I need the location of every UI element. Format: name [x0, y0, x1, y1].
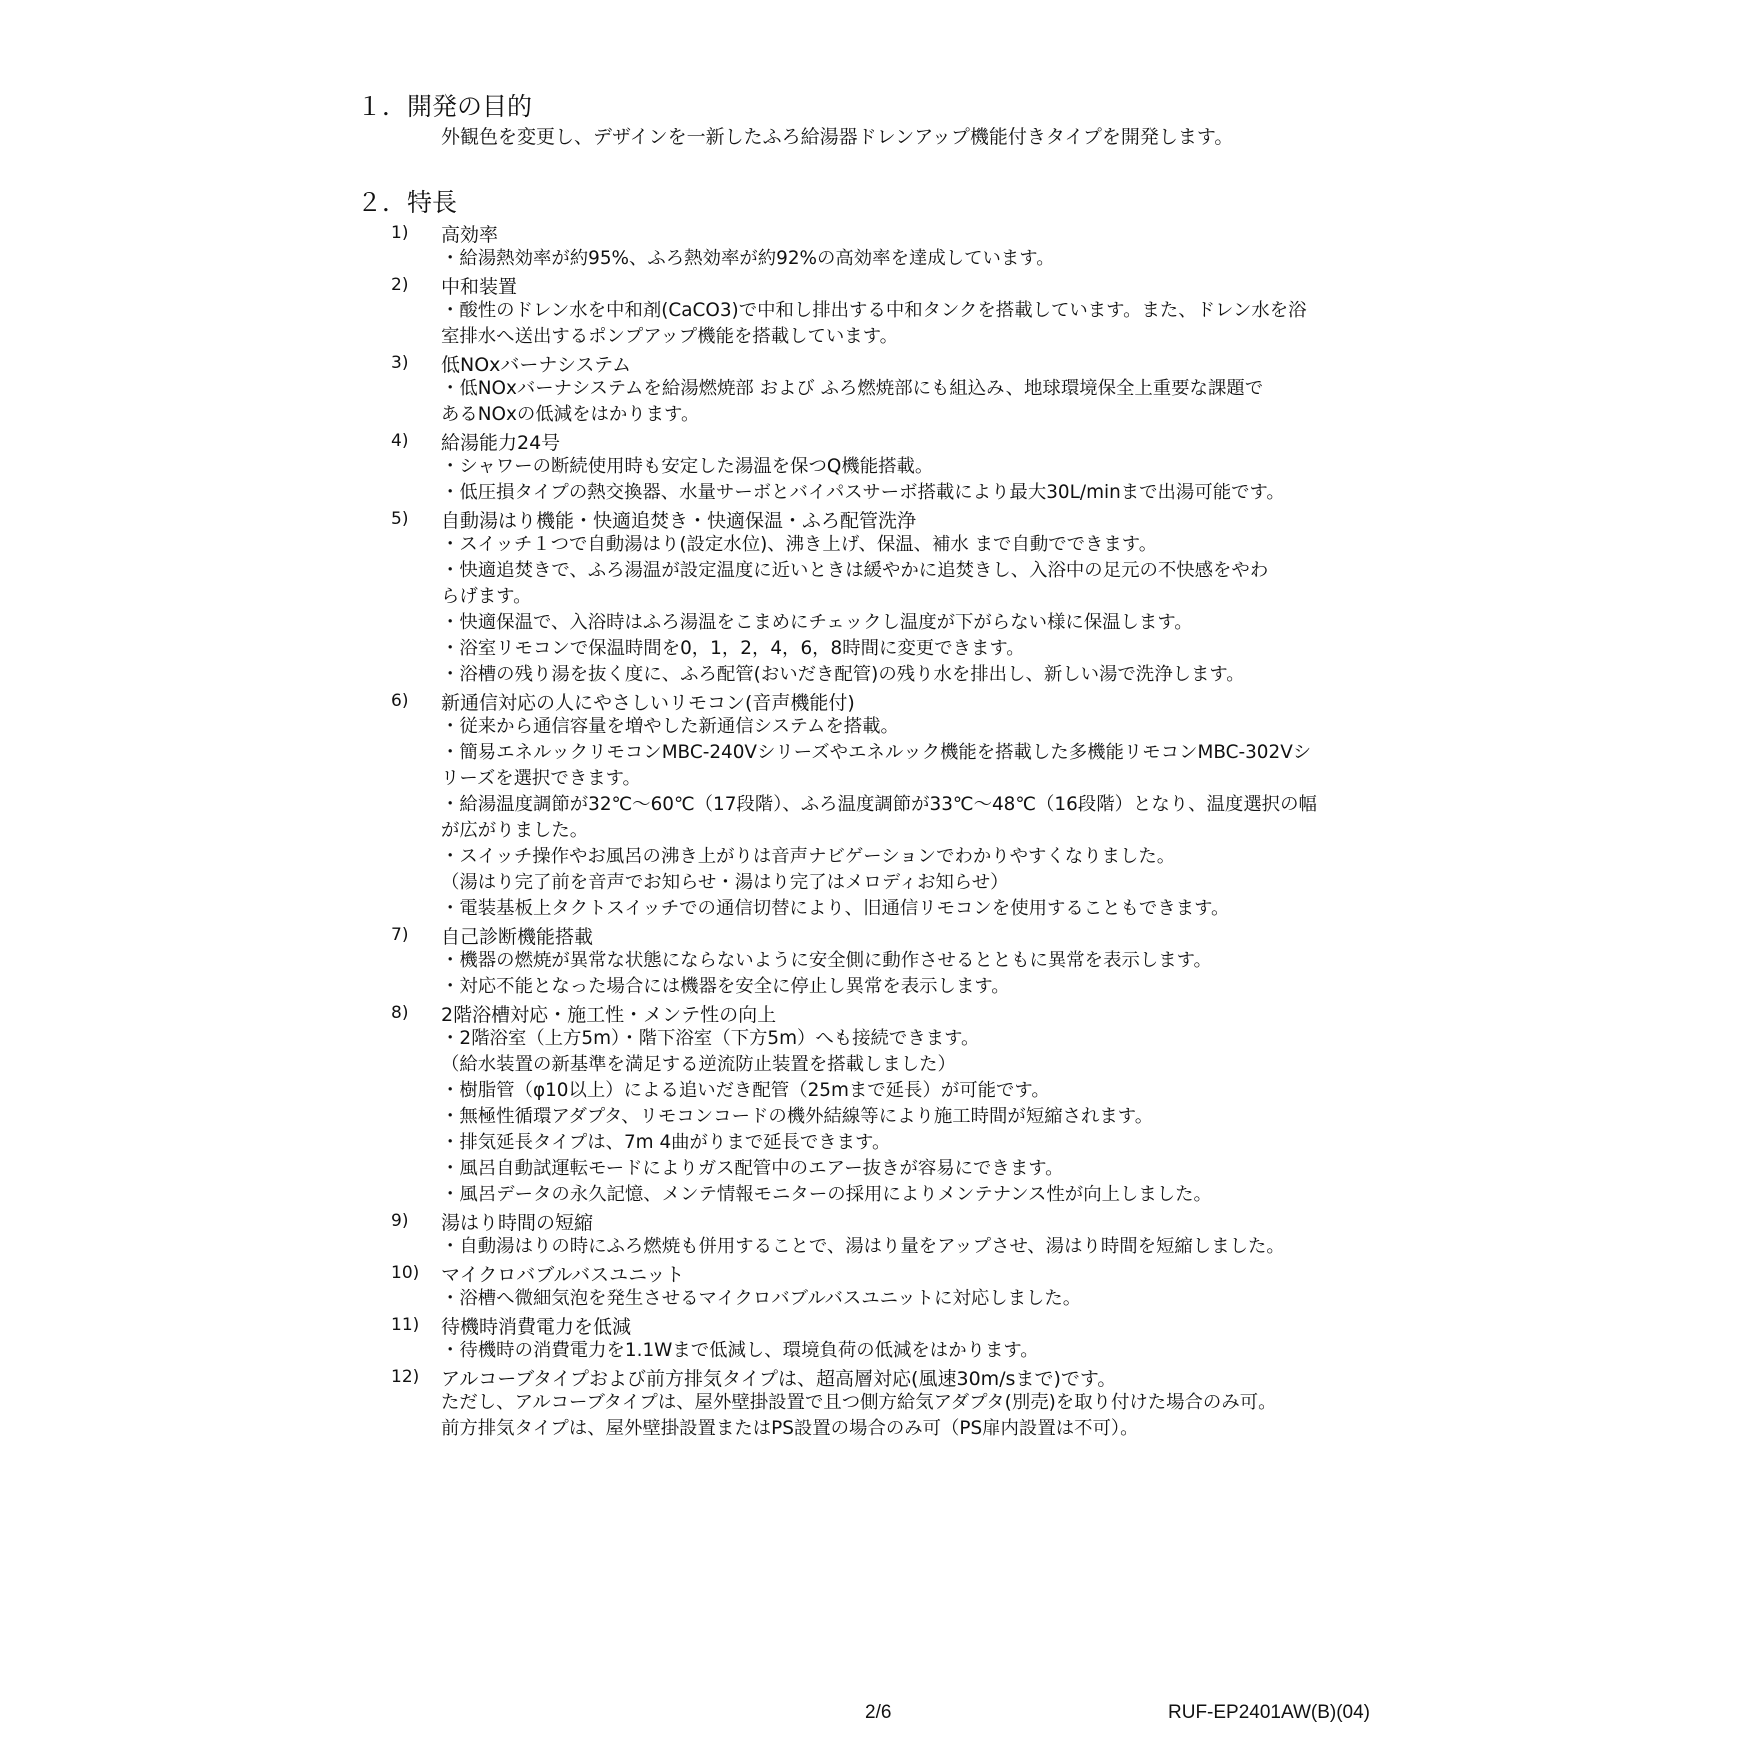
feature-item-line: 室排水へ送出するポンプアップ機能を搭載しています。 — [441, 326, 899, 347]
feature-item-heading — [391, 1208, 1451, 1234]
feature-list — [391, 220, 1451, 1442]
feature-item-line: ・給湯温度調節が32℃～60℃（17段階）、ふろ温度調節が33℃～48℃（16段階）となり、温度選択の幅 — [441, 794, 1317, 815]
feature-item-line: ・浴槽へ微細気泡を発生させるマイクロバブルバスユニットに対応しました。 — [441, 1288, 1082, 1309]
feature-item-title: 新通信対応の人にやさしいリモコン(音声機能付) — [441, 691, 855, 714]
feature-item-number: 7) — [391, 925, 409, 945]
page-number: 2/6 — [865, 1702, 892, 1723]
feature-item-title: 給湯能力24号 — [441, 431, 561, 454]
feature-item — [391, 688, 1451, 922]
feature-item-line: （湯はり完了前を音声でお知らせ・湯はり完了はメロディお知らせ） — [441, 872, 1009, 893]
feature-item-number: 11) — [391, 1315, 420, 1335]
feature-item-title: 中和装置 — [441, 275, 518, 298]
feature-item-line: ・対応不能となった場合には機器を安全に停止し異常を表示します。 — [441, 976, 1010, 997]
feature-item-line: 前方排気タイプは、屋外壁掛設置またはPS設置の場合のみ可（PS扉内設置は不可）。 — [441, 1418, 1139, 1439]
feature-item-number: 3) — [391, 353, 409, 373]
feature-item-line: らげます。 — [441, 586, 532, 607]
feature-item-line: ・自動湯はりの時にふろ燃焼も併用することで、湯はり量をアップさせ、湯はり時間を短縮しました。 — [441, 1236, 1285, 1257]
feature-item-title: 高効率 — [441, 223, 499, 246]
feature-item — [391, 1312, 1451, 1364]
feature-item-line: ・給湯熱効率が約95%、ふろ熱効率が約92%の高効率を達成しています。 — [441, 248, 1055, 269]
feature-item-number: 5) — [391, 509, 409, 529]
feature-item-line: ・浴室リモコンで保温時間を0，1，2，4，6，8時間に変更できます。 — [441, 638, 1025, 659]
feature-item-line: ・スイッチ操作やお風呂の沸き上がりは音声ナビゲーションでわかりやすくなりました。 — [441, 846, 1176, 867]
feature-item — [391, 272, 1451, 350]
feature-item — [391, 428, 1451, 506]
feature-item-heading — [391, 1364, 1451, 1390]
feature-item-title: アルコーブタイプおよび前方排気タイプは、超高層対応(風速30m/sまで)です。 — [441, 1367, 1117, 1390]
feature-item-heading — [391, 272, 1451, 298]
feature-item-heading — [391, 220, 1451, 246]
feature-item-line: ・浴槽の残り湯を抜く度に、ふろ配管(おいだき配管)の残り水を排出し、新しい湯で洗浄します。 — [441, 664, 1245, 685]
feature-item-line: ・無極性循環アダプタ、リモコンコードの機外結線等により施工時間が短縮されます。 — [441, 1106, 1154, 1127]
feature-item-title: 自己診断機能搭載 — [441, 925, 594, 948]
feature-item-heading — [391, 1260, 1451, 1286]
feature-item-line: ・スイッチ１つで自動湯はり(設定水位)、沸き上げ、保温、補水 まで自動でできます。 — [441, 534, 1158, 555]
feature-item-line: ・従来から通信容量を増やした新通信システムを搭載。 — [441, 716, 899, 737]
feature-item-number: 12) — [391, 1367, 420, 1387]
feature-item-line: （給水装置の新基準を満足する逆流防止装置を搭載しました） — [441, 1054, 956, 1075]
feature-item-heading — [391, 1312, 1451, 1338]
feature-item-number: 4) — [391, 431, 409, 451]
feature-item-line: が広がりました。 — [441, 820, 589, 841]
section-1-text: 外観色を変更し、デザインを一新したふろ給湯器ドレンアップ機能付きタイプを開発します。 — [441, 126, 1234, 148]
feature-item-title: 待機時消費電力を低減 — [441, 1315, 632, 1338]
feature-item — [391, 220, 1451, 272]
feature-item — [391, 1000, 1451, 1208]
feature-item-line: ・快適追焚きで、ふろ湯温が設定温度に近いときは緩やかに追焚きし、入浴中の足元の不快感をやわ — [441, 560, 1269, 581]
feature-item-title: 低NOxバーナシステム — [441, 353, 632, 376]
feature-item — [391, 1208, 1451, 1260]
feature-item-number: 8) — [391, 1003, 409, 1023]
feature-item-line: ただし、アルコーブタイプは、屋外壁掛設置で且つ側方給気アダプタ(別売)を取り付けた場合のみ可。 — [441, 1392, 1277, 1413]
model-number: RUF-EP2401AW(B)(04) — [1168, 1702, 1371, 1723]
feature-item-number: 6) — [391, 691, 409, 711]
feature-item-line: ・機器の燃焼が異常な状態にならないように安全側に動作させるとともに異常を表示します。 — [441, 950, 1212, 971]
feature-item-heading — [391, 1000, 1451, 1026]
feature-item-number: 9) — [391, 1211, 409, 1231]
feature-item-title: 2階浴槽対応・施工性・メンテ性の向上 — [441, 1003, 777, 1026]
feature-item-heading — [391, 506, 1451, 532]
feature-item-heading — [391, 688, 1451, 714]
feature-item — [391, 1260, 1451, 1312]
feature-item-line: ・低圧損タイプの熱交換器、水量サーボとバイパスサーボ搭載により最大30L/minまで出湯可能です。 — [441, 482, 1285, 503]
feature-item-title: 湯はり時間の短縮 — [441, 1211, 594, 1234]
feature-item-number: 10) — [391, 1263, 420, 1283]
feature-item-title: マイクロバブルバスユニット — [441, 1263, 685, 1286]
section-2-heading: ２．特長 — [357, 188, 458, 217]
feature-item-line: ・酸性のドレン水を中和剤(CaCO3)で中和し排出する中和タンクを搭載しています。また、ドレン水を浴 — [441, 300, 1307, 321]
feature-item — [391, 350, 1451, 428]
feature-item-line: ・待機時の消費電力を1.1Wまで低減し、環境負荷の低減をはかります。 — [441, 1340, 1039, 1361]
feature-item — [391, 922, 1451, 1000]
feature-item-line: ・樹脂管（φ10以上）による追いだき配管（25mまで延長）が可能です。 — [441, 1080, 1050, 1101]
feature-item-line: ・シャワーの断続使用時も安定した湯温を保つQ機能搭載。 — [441, 456, 934, 477]
feature-item-line: ・快適保温で、入浴時はふろ湯温をこまめにチェックし温度が下がらない様に保温します。 — [441, 612, 1193, 633]
feature-item-line: ・風呂自動試運転モードによりガス配管中のエアー抜きが容易にできます。 — [441, 1158, 1064, 1179]
feature-item-heading — [391, 428, 1451, 454]
feature-item-line: リーズを選択できます。 — [441, 768, 641, 789]
feature-item — [391, 1364, 1451, 1442]
feature-item-number: 1) — [391, 223, 409, 243]
feature-item-number: 2) — [391, 275, 409, 295]
feature-item-line: ・簡易エネルックリモコンMBC-240Vシリーズやエネルック機能を搭載した多機能リモコンMBC-302Vシ — [441, 742, 1312, 763]
feature-item-line: あるNOxの低減をはかります。 — [441, 404, 700, 425]
feature-item — [391, 506, 1451, 688]
section-1-heading: １．開発の目的 — [357, 92, 533, 121]
feature-item-heading — [391, 922, 1451, 948]
feature-item-line: ・電装基板上タクトスイッチでの通信切替により、旧通信リモコンを使用することもできます。 — [441, 898, 1230, 919]
feature-item-line: ・低NOxバーナシステムを給湯燃焼部 および ふろ燃焼部にも組込み、地球環境保全上重要な課題で — [441, 378, 1264, 399]
feature-item-heading — [391, 350, 1451, 376]
feature-item-line: ・2階浴室（上方5m）・階下浴室（下方5m）へも接続できます。 — [441, 1028, 980, 1049]
feature-item-line: ・風呂データの永久記憶、メンテ情報モニターの採用によりメンテナンス性が向上しました。 — [441, 1184, 1212, 1205]
feature-item-line: ・排気延長タイプは、7m 4曲がりまで延長できます。 — [441, 1132, 891, 1153]
feature-item-title: 自動湯はり機能・快適追焚き・快適保温・ふろ配管洗浄 — [441, 509, 917, 532]
